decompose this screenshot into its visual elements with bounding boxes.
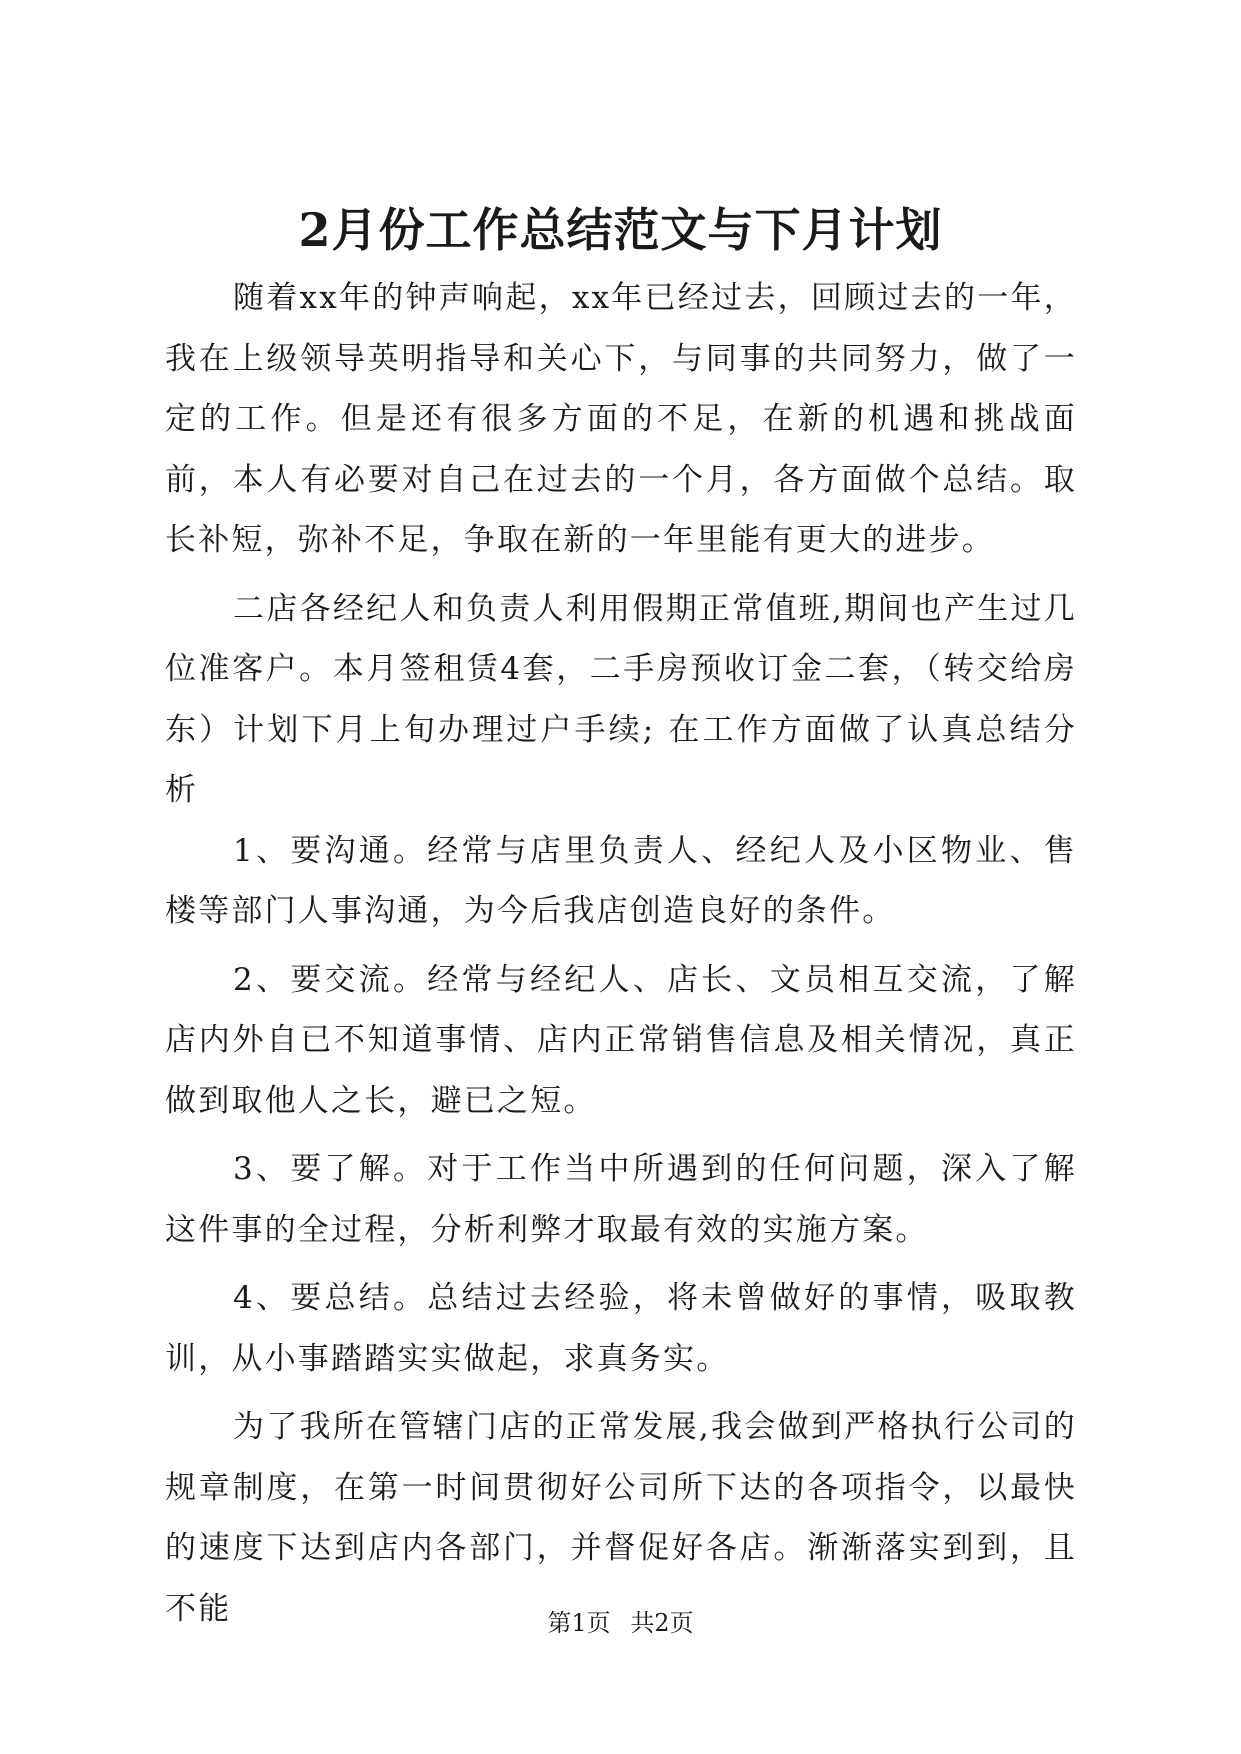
page-number: 第1页 bbox=[547, 1609, 611, 1637]
paragraph-plan: 为了我所在管辖门店的正常发展,我会做到严格执行公司的规章制度，在第一时间贯彻好公司所下达的各项指令，以最快的速度下达到店内各部门，并督促好各店。渐渐落实到到，且不能 bbox=[165, 1409, 1077, 1627]
paragraph-point-communicate: 1、要沟通。经常与店里负责人、经纪人及小区物业、售楼等部门人事沟通，为今后我店创造良好的条件。 bbox=[165, 832, 1077, 929]
page-footer bbox=[0, 1608, 1241, 1638]
paragraph-point-exchange: 2、要交流。经常与经纪人、店长、文员相互交流，了解店内外自已不知道事情、店内正常销售信息及相关情况，真正做到取他人之长，避已之短。 bbox=[165, 961, 1077, 1119]
paragraph-store-summary: 二店各经纪人和负责人利用假期正常值班,期间也产生过几位准客户。本月签租赁4套，二手房预收订金二套，（转交给房东）计划下月上旬办理过户手续; 在工作方面做了认真总结分析 bbox=[165, 590, 1077, 808]
paragraph-point-understand: 3、要了解。对于工作当中所遇到的任何问题，深入了解这件事的全过程，分析利弊才取最有效的实施方案。 bbox=[165, 1151, 1077, 1248]
paragraph-intro: 随着xx年的钟声响起，xx年已经过去，回顾过去的一年，我在上级领导英明指导和关心下，与同事的共同努力，做了一定的工作。但是还有很多方面的不足，在新的机遇和挑战面前，本人有必要对自己在过去的一个月，各方面做个总结。取长补短，弥补不足，争取在新的一年里能有更大的进步。 bbox=[165, 280, 1077, 558]
document-body bbox=[165, 268, 1077, 1647]
page-total: 共2页 bbox=[630, 1609, 694, 1637]
paragraph-point-summarize: 4、要总结。总结过去经验，将未曾做好的事情，吸取教训，从小事踏踏实实做起，求真务实。 bbox=[165, 1280, 1077, 1377]
document-title: 2月份工作总结范文与下月计划 bbox=[298, 203, 943, 257]
